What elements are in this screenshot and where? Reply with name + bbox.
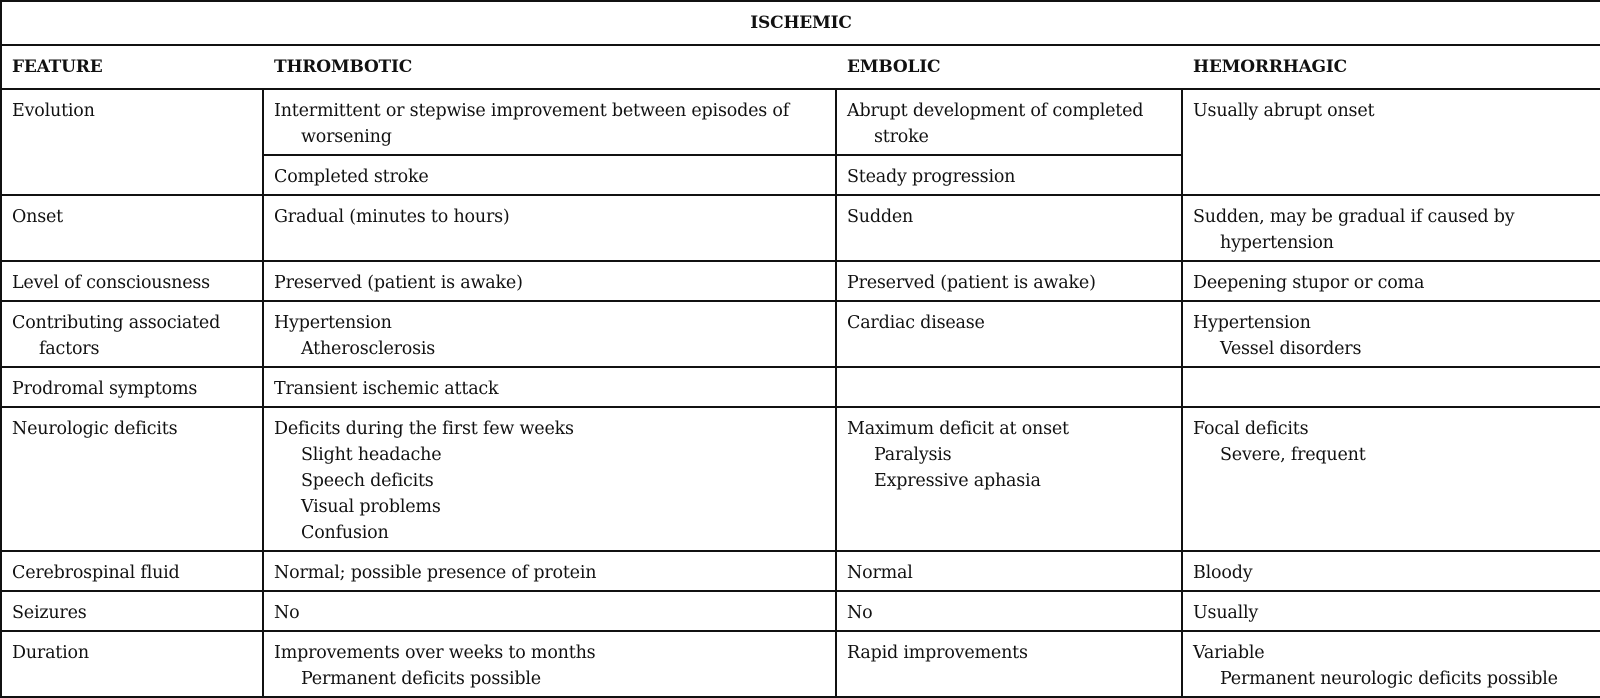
hemorrhagic-prodromal — [1182, 367, 1600, 407]
hemorrhagic-duration — [1182, 631, 1600, 697]
cell-subitem: Confusion — [301, 523, 389, 543]
feature-csf: Cerebrospinal fluid — [1, 551, 263, 591]
feature-prodromal: Prodromal symptoms — [1, 367, 263, 407]
embolic-evolution-1 — [836, 89, 1182, 155]
cell-text: Deficits during the first few weeks — [274, 419, 574, 439]
table-row — [1, 367, 1600, 407]
embolic-deficits — [836, 407, 1182, 551]
feature-factors — [1, 301, 263, 367]
cell-text: Maximum deficit at onset — [847, 419, 1069, 439]
hemorrhagic-consciousness: Deepening stupor or coma — [1182, 261, 1600, 301]
thrombotic-csf: Normal; possible presence of protein — [263, 551, 836, 591]
table-row — [1, 407, 1600, 551]
table-row — [1, 89, 1600, 155]
cell-text: Intermittent or stepwise improvement between episodes of worsening — [274, 101, 789, 147]
table-row — [1, 261, 1600, 301]
thrombotic-evolution-1 — [263, 89, 836, 155]
embolic-seizures: No — [836, 591, 1182, 631]
feature-deficits: Neurologic deficits — [1, 407, 263, 551]
hemorrhagic-deficits — [1182, 407, 1600, 551]
hemorrhagic-seizures: Usually — [1182, 591, 1600, 631]
hemorrhagic-factors — [1182, 301, 1600, 367]
cell-subitem: Permanent deficits possible — [301, 669, 541, 689]
embolic-duration: Rapid improvements — [836, 631, 1182, 697]
feature-consciousness: Level of consciousness — [1, 261, 263, 301]
cell-text: Sudden, may be gradual if caused by hypertension — [1193, 207, 1515, 253]
thrombotic-onset: Gradual (minutes to hours) — [263, 195, 836, 261]
feature-seizures: Seizures — [1, 591, 263, 631]
table-row — [1, 591, 1600, 631]
cell-text: Hypertension — [1193, 313, 1311, 333]
cell-text: Contributing associated factors — [12, 313, 221, 359]
header-feature: FEATURE — [1, 45, 263, 89]
embolic-factors: Cardiac disease — [836, 301, 1182, 367]
thrombotic-evolution-2: Completed stroke — [263, 155, 836, 195]
cell-text: Variable — [1193, 643, 1265, 663]
table-title: ISCHEMIC — [1, 1, 1600, 45]
thrombotic-prodromal: Transient ischemic attack — [263, 367, 836, 407]
thrombotic-deficits — [263, 407, 836, 551]
thrombotic-duration — [263, 631, 836, 697]
header-hemorrhagic: HEMORRHAGIC — [1182, 45, 1600, 89]
embolic-evolution-2: Steady progression — [836, 155, 1182, 195]
embolic-onset: Sudden — [836, 195, 1182, 261]
header-thrombotic: THROMBOTIC — [263, 45, 836, 89]
feature-onset: Onset — [1, 195, 263, 261]
cell-subitem: Speech deficits — [301, 471, 434, 491]
embolic-consciousness: Preserved (patient is awake) — [836, 261, 1182, 301]
feature-evolution: Evolution — [1, 89, 263, 195]
hemorrhagic-onset — [1182, 195, 1600, 261]
cell-subitem: Permanent neurologic deficits possible — [1220, 669, 1558, 689]
cell-subitem: Expressive aphasia — [874, 471, 1041, 491]
cell-subitem: Severe, frequent — [1220, 445, 1366, 465]
header-embolic: EMBOLIC — [836, 45, 1182, 89]
embolic-csf: Normal — [836, 551, 1182, 591]
cell-subitem: Paralysis — [874, 445, 952, 465]
cell-text: Focal deficits — [1193, 419, 1309, 439]
thrombotic-seizures: No — [263, 591, 836, 631]
table-row — [1, 551, 1600, 591]
header-row — [1, 45, 1600, 89]
embolic-prodromal — [836, 367, 1182, 407]
cell-subitem: Atherosclerosis — [301, 339, 436, 359]
table-row — [1, 195, 1600, 261]
table-row — [1, 631, 1600, 697]
cell-subitem: Vessel disorders — [1220, 339, 1362, 359]
hemorrhagic-evolution: Usually abrupt onset — [1182, 89, 1600, 195]
table-row — [1, 301, 1600, 367]
thrombotic-factors — [263, 301, 836, 367]
title-row — [1, 1, 1600, 45]
hemorrhagic-csf: Bloody — [1182, 551, 1600, 591]
cell-subitem: Slight headache — [301, 445, 442, 465]
cell-text: Hypertension — [274, 313, 392, 333]
thrombotic-consciousness: Preserved (patient is awake) — [263, 261, 836, 301]
cell-subitem: Visual problems — [301, 497, 441, 517]
cell-text: Abrupt development of completed stroke — [847, 101, 1144, 147]
cell-text: Improvements over weeks to months — [274, 643, 596, 663]
feature-duration: Duration — [1, 631, 263, 697]
